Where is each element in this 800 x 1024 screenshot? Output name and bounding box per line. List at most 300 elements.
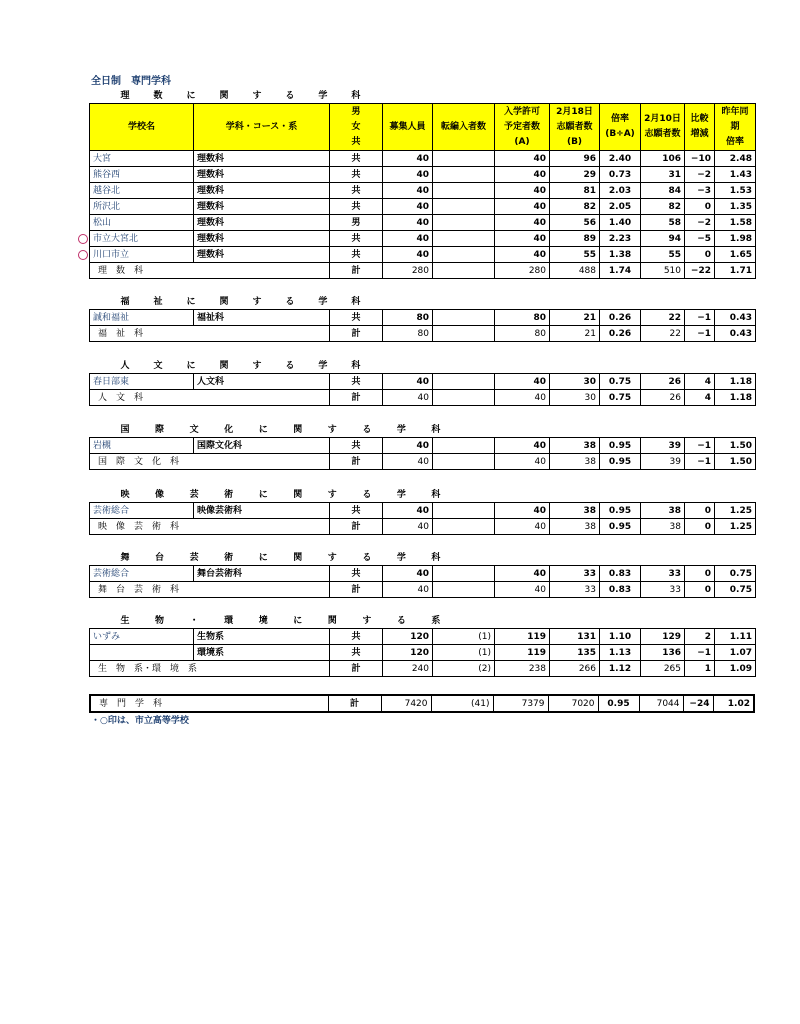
- section-name-char: 芸: [189, 552, 199, 563]
- ratio-value: 2.40: [600, 151, 641, 167]
- subtotal-recruit: 40: [383, 519, 433, 535]
- subtotal-label: 国 際 文 化 科: [90, 454, 330, 470]
- grand-total-diff: −24: [683, 695, 713, 712]
- subtotal-sex: 計: [330, 326, 383, 342]
- ratio-value: 0.73: [600, 167, 641, 183]
- recruit-count: 40: [383, 374, 433, 390]
- section-name-chars: [121, 423, 441, 437]
- section-table-international: [89, 422, 756, 470]
- header-sex-line: 共: [351, 136, 361, 147]
- transfer-count: (1): [433, 629, 495, 645]
- feb10-applicants: 38: [641, 503, 685, 519]
- subtotal-ratio: 0.75: [600, 390, 641, 406]
- course-name: 生物系: [194, 629, 330, 645]
- subtotal-transfer: [433, 582, 495, 598]
- municipal-marker-icon: [78, 250, 88, 260]
- table-row: [90, 629, 756, 645]
- admit-count: 119: [495, 645, 550, 661]
- subtotal-recruit: 80: [383, 326, 433, 342]
- section-name-char: 術: [224, 489, 234, 500]
- sex-type: 共: [330, 438, 383, 454]
- subtotal-ratio: 1.12: [600, 661, 641, 677]
- ratio-value: 0.95: [600, 438, 641, 454]
- header-ratio: [600, 104, 641, 151]
- header-sex: [330, 104, 383, 151]
- section-name-char: る: [362, 424, 372, 435]
- subtotal-ratio: 0.26: [600, 326, 641, 342]
- section-name-char: 科: [351, 296, 361, 307]
- grand-total-label: 専 門 学 科: [90, 695, 328, 712]
- subtotal-ratio: 0.95: [600, 454, 641, 470]
- header-recruit: [383, 104, 433, 151]
- recruit-count: 120: [383, 645, 433, 661]
- section-name-char: に: [258, 424, 268, 435]
- sex-type: 共: [330, 167, 383, 183]
- section-name-char: る: [362, 489, 372, 500]
- header-recruit-label: 募集人員: [389, 121, 426, 132]
- section-name: [90, 487, 756, 503]
- grand-total-feb10: 7044: [639, 695, 683, 712]
- section-name-char: 物: [155, 615, 165, 626]
- municipal-marker-icon: [78, 234, 88, 244]
- recruit-count: 40: [383, 183, 433, 199]
- subtotal-prev: 0.43: [715, 326, 756, 342]
- header-prev-line: 昨年同: [721, 106, 749, 117]
- section-name-chars: [121, 359, 361, 373]
- header-compare-line: 増減: [690, 129, 709, 139]
- subtotal-feb18: 488: [550, 263, 600, 279]
- course-name: 舞台芸術科: [194, 566, 330, 582]
- course-name: 環境系: [194, 645, 330, 661]
- sex-type: 共: [330, 183, 383, 199]
- subtotal-admit: 40: [495, 454, 550, 470]
- section-name-char: 映: [120, 489, 130, 500]
- diff-value: 2: [685, 629, 715, 645]
- school-name: 芸術総合: [90, 503, 194, 519]
- section-name-char: 際: [155, 424, 165, 435]
- section-name-char: 学: [396, 489, 406, 500]
- course-name: 理数科: [194, 199, 330, 215]
- table-row: [90, 151, 756, 167]
- section-name-char: る: [285, 360, 295, 371]
- section-name-char: 学: [318, 360, 328, 371]
- header-admit-line: (A): [514, 136, 530, 147]
- sex-type: 共: [330, 151, 383, 167]
- school-name: 松山: [90, 215, 194, 231]
- section-name-char: る: [285, 296, 295, 307]
- prev-ratio: 1.35: [715, 199, 756, 215]
- grand-total-prev: 1.02: [713, 695, 754, 712]
- subtotal-sex: 計: [330, 582, 383, 598]
- feb18-applicants: 135: [550, 645, 600, 661]
- grand-total-admit: 7379: [493, 695, 548, 712]
- diff-value: 0: [685, 503, 715, 519]
- sex-type: 共: [330, 310, 383, 326]
- ratio-value: 0.83: [600, 566, 641, 582]
- subtotal-feb10: 33: [641, 582, 685, 598]
- section-body: [90, 613, 756, 677]
- feb18-applicants: 38: [550, 438, 600, 454]
- transfer-count: [433, 167, 495, 183]
- subtotal-label: 福 祉 科: [90, 326, 330, 342]
- ratio-value: 2.23: [600, 231, 641, 247]
- section-name-char: 関: [293, 489, 303, 500]
- table-row: [90, 215, 756, 231]
- admit-count: 40: [495, 183, 550, 199]
- subtotal-admit: 40: [495, 582, 550, 598]
- subtotal-transfer: [433, 390, 495, 406]
- header-course: [194, 104, 330, 151]
- section-name-char: 科: [431, 552, 441, 563]
- section-name-char: す: [252, 360, 262, 371]
- subtotal-admit: 40: [495, 390, 550, 406]
- section-name-char: す: [252, 296, 262, 307]
- section-name-chars: [121, 295, 361, 309]
- section-name-char: る: [396, 615, 406, 626]
- header-admit-line: 入学許可: [503, 106, 540, 117]
- transfer-count: [433, 438, 495, 454]
- header-ratio-line: 倍率: [610, 114, 629, 124]
- grand-total-feb18: 7020: [548, 695, 598, 712]
- diff-value: −3: [685, 183, 715, 199]
- subtotal-transfer: [433, 263, 495, 279]
- section-name-char: 舞: [120, 552, 130, 563]
- course-name: 理数科: [194, 215, 330, 231]
- header-compare: [685, 104, 715, 151]
- section-name-char: 関: [293, 552, 303, 563]
- school-name: 大宮: [90, 151, 194, 167]
- section-body: [90, 358, 756, 406]
- header-row: [90, 104, 756, 151]
- feb18-applicants: 29: [550, 167, 600, 183]
- subtotal-prev: 1.25: [715, 519, 756, 535]
- table-row: [90, 183, 756, 199]
- table-row: [90, 438, 756, 454]
- recruit-count: 40: [383, 215, 433, 231]
- section-name-row: [90, 294, 756, 310]
- header-admit-line: 予定者数: [503, 121, 540, 132]
- header-transfer-label: 転編入者数: [440, 121, 486, 132]
- table-row: [90, 645, 756, 661]
- sex-type: 共: [330, 247, 383, 263]
- recruit-count: 40: [383, 438, 433, 454]
- subtotal-recruit: 40: [383, 582, 433, 598]
- transfer-count: (1): [433, 645, 495, 661]
- header-admit: [495, 104, 550, 151]
- subtotal-diff: −1: [685, 454, 715, 470]
- section-name-char: 生: [120, 615, 130, 626]
- section-name-char: 学: [318, 296, 328, 307]
- section-body: [90, 88, 756, 279]
- section-name-char: 関: [219, 90, 229, 101]
- feb18-applicants: 38: [550, 503, 600, 519]
- subtotal-admit: 238: [495, 661, 550, 677]
- header-feb18-line: 2月18日: [556, 106, 593, 117]
- subtotal-row: [90, 661, 756, 677]
- section-name-char: 文: [189, 424, 199, 435]
- section-name-char: に: [293, 615, 303, 626]
- header-feb10-line: 2月10日: [644, 114, 681, 124]
- admit-count: 40: [495, 151, 550, 167]
- recruit-count: 40: [383, 199, 433, 215]
- course-name: 福祉科: [194, 310, 330, 326]
- subtotal-prev: 1.18: [715, 390, 756, 406]
- section-name-char: 祉: [153, 296, 163, 307]
- course-name: 理数科: [194, 231, 330, 247]
- header-feb10-line: 志願者数: [644, 129, 681, 139]
- prev-ratio: 1.18: [715, 374, 756, 390]
- section-body: [90, 422, 756, 470]
- feb18-applicants: 81: [550, 183, 600, 199]
- section-name-char: 福: [120, 296, 130, 307]
- transfer-count: [433, 247, 495, 263]
- feb10-applicants: 31: [641, 167, 685, 183]
- recruit-count: 40: [383, 247, 433, 263]
- subtotal-admit: 280: [495, 263, 550, 279]
- diff-value: 0: [685, 566, 715, 582]
- recruit-count: 40: [383, 167, 433, 183]
- section-name-char: す: [327, 489, 337, 500]
- feb18-applicants: 21: [550, 310, 600, 326]
- admit-count: 40: [495, 231, 550, 247]
- subtotal-sex: 計: [330, 263, 383, 279]
- subtotal-transfer: (2): [433, 661, 495, 677]
- prev-ratio: 1.50: [715, 438, 756, 454]
- transfer-count: [433, 183, 495, 199]
- school-name: 川口市立: [90, 247, 194, 263]
- subtotal-feb18: 38: [550, 519, 600, 535]
- feb10-applicants: 106: [641, 151, 685, 167]
- header-feb18-line: 志願者数: [556, 121, 593, 132]
- admit-count: 40: [495, 199, 550, 215]
- feb18-applicants: 89: [550, 231, 600, 247]
- subtotal-sex: 計: [330, 454, 383, 470]
- section-name-char: 関: [327, 615, 337, 626]
- subtotal-label: 舞 台 芸 術 科: [90, 582, 330, 598]
- prev-ratio: 1.07: [715, 645, 756, 661]
- section-name-chars: [121, 89, 361, 103]
- school-name: 誠和福祉: [90, 310, 194, 326]
- transfer-count: [433, 503, 495, 519]
- section-name: [90, 358, 756, 374]
- admit-count: 40: [495, 503, 550, 519]
- section-name: [90, 88, 756, 104]
- feb18-applicants: 30: [550, 374, 600, 390]
- header-prev: [715, 104, 756, 151]
- feb18-applicants: 131: [550, 629, 600, 645]
- subtotal-prev: 1.50: [715, 454, 756, 470]
- school-name: 岩槻: [90, 438, 194, 454]
- prev-ratio: 1.53: [715, 183, 756, 199]
- section-name-char: 系: [431, 615, 441, 626]
- feb18-applicants: 82: [550, 199, 600, 215]
- subtotal-feb18: 266: [550, 661, 600, 677]
- section-name-char: に: [186, 296, 196, 307]
- subtotal-label: 映 像 芸 術 科: [90, 519, 330, 535]
- school-name: 春日部東: [90, 374, 194, 390]
- subtotal-prev: 1.09: [715, 661, 756, 677]
- transfer-count: [433, 310, 495, 326]
- section-name-char: る: [362, 552, 372, 563]
- course-name: 国際文化科: [194, 438, 330, 454]
- section-name-chars: [121, 551, 441, 565]
- diff-value: 0: [685, 247, 715, 263]
- subtotal-sex: 計: [330, 519, 383, 535]
- subtotal-feb10: 38: [641, 519, 685, 535]
- subtotal-diff: 1: [685, 661, 715, 677]
- subtotal-diff: −22: [685, 263, 715, 279]
- school-name: 所沢北: [90, 199, 194, 215]
- header-transfer: [433, 104, 495, 151]
- subtotal-prev: 1.71: [715, 263, 756, 279]
- ratio-value: 1.38: [600, 247, 641, 263]
- subtotal-recruit: 40: [383, 390, 433, 406]
- section-name-char: に: [258, 552, 268, 563]
- section-name-char: に: [258, 489, 268, 500]
- sex-type: 共: [330, 199, 383, 215]
- section-name-char: 関: [219, 296, 229, 307]
- transfer-count: [433, 215, 495, 231]
- subtotal-transfer: [433, 326, 495, 342]
- school-name: 熊谷西: [90, 167, 194, 183]
- section-name: [90, 613, 756, 629]
- recruit-count: 40: [383, 566, 433, 582]
- subtotal-row: [90, 454, 756, 470]
- diff-value: −1: [685, 310, 715, 326]
- section-name-char: 理: [120, 90, 130, 101]
- diff-value: 4: [685, 374, 715, 390]
- section-body: [90, 294, 756, 342]
- ratio-value: 0.95: [600, 503, 641, 519]
- section-name-char: 科: [351, 90, 361, 101]
- admit-count: 40: [495, 438, 550, 454]
- admit-count: 40: [495, 566, 550, 582]
- course-name: 理数科: [194, 167, 330, 183]
- subtotal-feb10: 510: [641, 263, 685, 279]
- course-name: 理数科: [194, 151, 330, 167]
- subtotal-label: 人 文 科: [90, 390, 330, 406]
- header-prev-line: 期: [730, 121, 740, 132]
- subtotal-feb18: 21: [550, 326, 600, 342]
- feb10-applicants: 39: [641, 438, 685, 454]
- recruit-count: 40: [383, 151, 433, 167]
- header-school-label: 学校名: [127, 121, 155, 132]
- prev-ratio: 1.98: [715, 231, 756, 247]
- section-name-char: す: [252, 90, 262, 101]
- section-name-char: 関: [219, 360, 229, 371]
- section-name-char: 学: [396, 424, 406, 435]
- course-name: 映像芸術科: [194, 503, 330, 519]
- table-row: [90, 247, 756, 263]
- page-title: 全日制 専門学科: [91, 76, 171, 87]
- school-name: いずみ: [90, 629, 194, 645]
- header-prev-line: 倍率: [725, 136, 744, 147]
- feb18-applicants: 96: [550, 151, 600, 167]
- recruit-count: 80: [383, 310, 433, 326]
- section-name-chars: [121, 614, 441, 628]
- ratio-value: 2.05: [600, 199, 641, 215]
- header-ratio-line: (B÷A): [605, 129, 635, 139]
- diff-value: −1: [685, 438, 715, 454]
- admit-count: 40: [495, 247, 550, 263]
- transfer-count: [433, 151, 495, 167]
- prev-ratio: 1.11: [715, 629, 756, 645]
- section-name: [90, 550, 756, 566]
- subtotal-row: [90, 326, 756, 342]
- subtotal-recruit: 40: [383, 454, 433, 470]
- table-row: [90, 167, 756, 183]
- prev-ratio: 2.48: [715, 151, 756, 167]
- ratio-value: 1.40: [600, 215, 641, 231]
- course-name: 人文科: [194, 374, 330, 390]
- subtotal-label: 理 数 科: [90, 263, 330, 279]
- section-name-char: 学: [318, 90, 328, 101]
- feb10-applicants: 94: [641, 231, 685, 247]
- section-name-row: [90, 422, 756, 438]
- transfer-count: [433, 231, 495, 247]
- section-name-char: 人: [120, 360, 130, 371]
- admit-count: 40: [495, 215, 550, 231]
- ratio-value: 0.26: [600, 310, 641, 326]
- section-name-char: 科: [431, 424, 441, 435]
- section-name-char: る: [285, 90, 295, 101]
- school-name: 越谷北: [90, 183, 194, 199]
- diff-value: −2: [685, 215, 715, 231]
- subtotal-prev: 0.75: [715, 582, 756, 598]
- subtotal-feb18: 33: [550, 582, 600, 598]
- section-name-char: に: [186, 360, 196, 371]
- subtotal-transfer: [433, 454, 495, 470]
- subtotal-sex: 計: [330, 661, 383, 677]
- subtotal-feb10: 39: [641, 454, 685, 470]
- transfer-count: [433, 566, 495, 582]
- section-name-char: す: [327, 552, 337, 563]
- sex-type: 共: [330, 503, 383, 519]
- header-course-label: 学科・コース・系: [225, 121, 298, 132]
- subtotal-ratio: 0.83: [600, 582, 641, 598]
- header-compare-line: 比較: [690, 114, 709, 124]
- subtotal-feb18: 38: [550, 454, 600, 470]
- section-name-row: [90, 88, 756, 104]
- course-name: 理数科: [194, 183, 330, 199]
- school-name: [90, 645, 194, 661]
- header-sex-line: 女: [351, 121, 361, 132]
- grand-total-table: [89, 694, 755, 713]
- section-name-char: 環: [224, 615, 234, 626]
- sex-type: 共: [330, 566, 383, 582]
- ratio-value: 1.10: [600, 629, 641, 645]
- section-name-char: 関: [293, 424, 303, 435]
- section-name-row: [90, 487, 756, 503]
- section-name-char: 化: [224, 424, 234, 435]
- section-name-row: [90, 613, 756, 629]
- subtotal-feb10: 265: [641, 661, 685, 677]
- section-name-char: 像: [155, 489, 165, 500]
- section-name-char: 学: [396, 552, 406, 563]
- prev-ratio: 1.43: [715, 167, 756, 183]
- subtotal-recruit: 280: [383, 263, 433, 279]
- diff-value: −10: [685, 151, 715, 167]
- section-table-welfare: [89, 294, 756, 342]
- section-name-char: 術: [224, 552, 234, 563]
- sex-type: 共: [330, 231, 383, 247]
- grand-total-sex: 計: [328, 695, 381, 712]
- table-row: [90, 566, 756, 582]
- school-name: 市立大宮北: [90, 231, 194, 247]
- section-name: [90, 294, 756, 310]
- section-name-row: [90, 550, 756, 566]
- header-sex-line: 男: [351, 106, 361, 117]
